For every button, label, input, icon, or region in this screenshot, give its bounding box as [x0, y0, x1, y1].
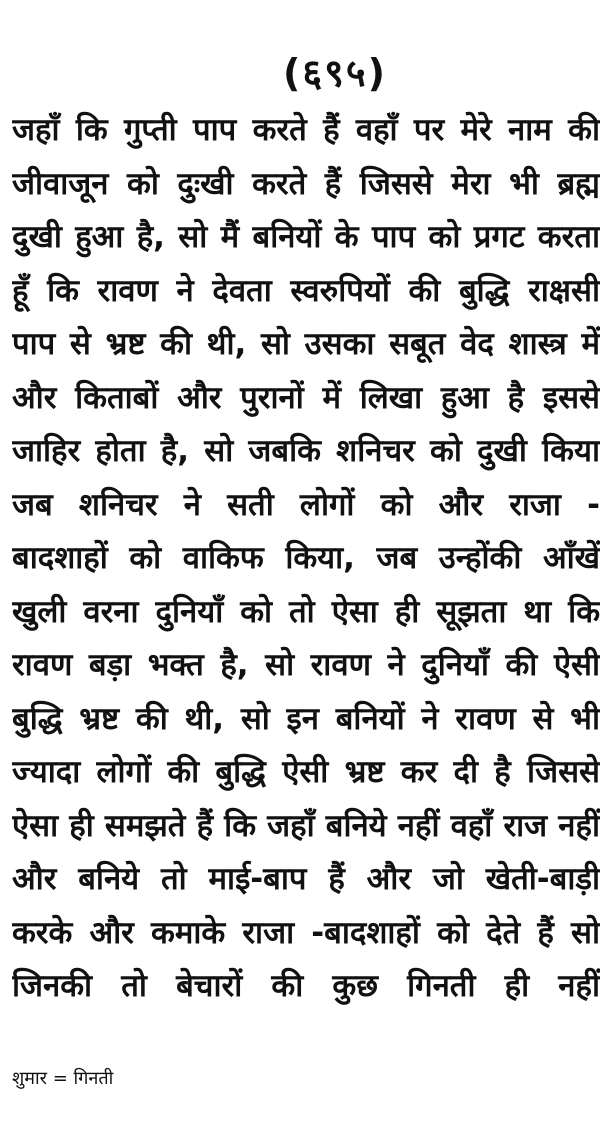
text-line: पाप से भ्रष्ट की थी, सो उसका सबूत वेद शास्त्र में: [12, 326, 600, 362]
text-line: रावण बड़ा भक्त है, सो रावण ने दुनियाँ की ऐसी: [12, 647, 600, 683]
text-line: खुली वरना दुनियाँ को तो ऐसा ही सूझता था कि: [12, 593, 600, 630]
text-line: ज्यादा लोगों की बुद्धि ऐसी भ्रष्ट कर दी है जिससे: [12, 754, 600, 790]
text-line: बुद्धि भ्रष्ट की थी, सो इन बनियों ने रावण से भी: [12, 700, 600, 737]
page-number: (६९५): [282, 51, 387, 95]
text-line: और बनिये तो माई-बाप हैं और जो खेती-बाड़ी: [12, 861, 600, 897]
text-line: जाहिर होता है, सो जबकि शनिचर को दुखी किया: [12, 433, 600, 469]
text-line: करके और कमाके राजा -बादशाहों को देते हैं सो: [12, 914, 600, 951]
text-line: जहाँ कि गुप्ती पाप करते हैं वहाँ पर मेरे नाम की: [12, 112, 600, 148]
text-line: और किताबों और पुरानों में लिखा हुआ है इससे: [12, 379, 600, 416]
text-line: बादशाहों को वाकिफ किया, जब उन्होंकी आँखें: [12, 540, 600, 576]
footnote: शुमार = गिनती: [12, 1068, 114, 1089]
text-line: हूँ कि रावण ने देवता स्वरुपियों की बुद्धि राक्षसी: [12, 272, 600, 309]
text-line: जब शनिचर ने सती लोगों को और राजा -: [12, 486, 600, 523]
text-line: ऐसा ही समझते हैं कि जहाँ बनिये नहीं वहाँ राज नहीं: [12, 807, 600, 844]
text-line: जीवाजून को दुःखी करते हैं जिससे मेरा भी ब्रह्म: [12, 165, 600, 202]
text-line: दुखी हुआ है, सो मैं बनियों के पाप को प्रगट करता: [12, 219, 600, 255]
body-text: [12, 104, 600, 1014]
text-line: जिनकी तो बेचारों की कुछ गिनती ही नहीं: [12, 968, 600, 1004]
